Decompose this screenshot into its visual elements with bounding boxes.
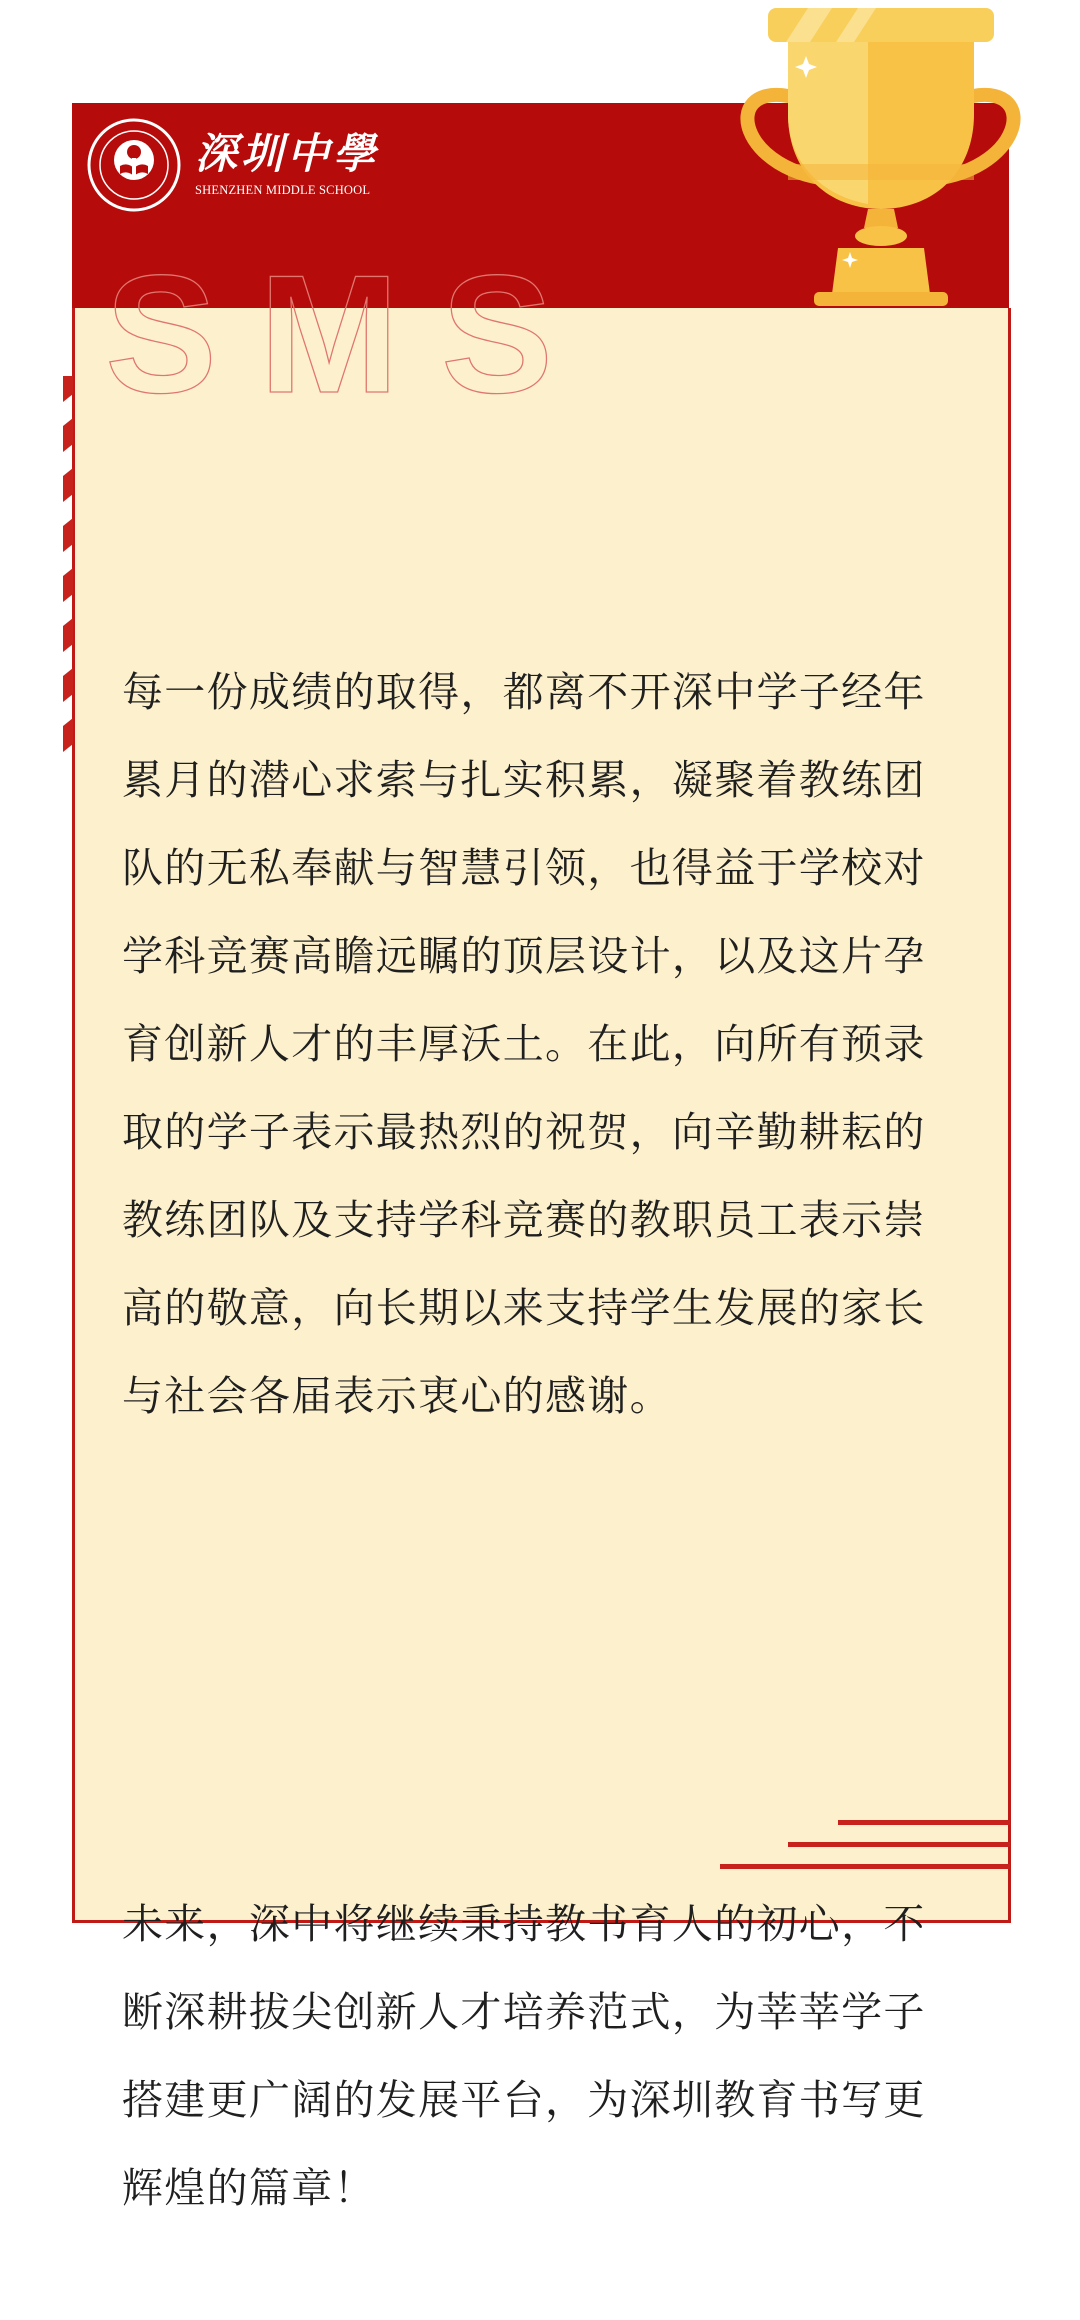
school-logo (87, 118, 379, 212)
school-seal-icon (87, 118, 181, 212)
paragraph-spacer (122, 1616, 962, 1704)
school-name-en: SHENZHEN MIDDLE SCHOOL (195, 182, 371, 197)
paragraph-2: 未来，深中将继续秉持教书育人的初心，不断深耕拔尖创新人才培养范式，为莘莘学子搭建更广阔的发展平台，为深圳教育书写更辉煌的篇章！ (122, 1900, 926, 2212)
sms-watermark: SMS (105, 240, 596, 428)
trophy-icon (718, 4, 1048, 310)
school-name-cn: 深圳中學 (195, 129, 380, 179)
paragraph-1: 每一份成绩的取得，都离不开深中学子经年累月的潜心求索与扎实积累，凝聚着教练团队的无私奉献与智慧引领，也得益于学校对学科竞赛高瞻远瞩的顶层设计，以及这片孕育创新人才的丰厚沃土。在此，向所有预录取的学子表示最热烈的祝贺，向辛勤耕耘的教练团队及支持学科竞赛的教职员工表示崇高的敬意，向长期以来支持学生发展的家长与社会各届表示衷心的感谢。 (122, 668, 926, 1420)
left-stripe-decoration (63, 376, 73, 776)
bottom-line-decoration (720, 1820, 1010, 1880)
article-body (122, 472, 962, 2320)
